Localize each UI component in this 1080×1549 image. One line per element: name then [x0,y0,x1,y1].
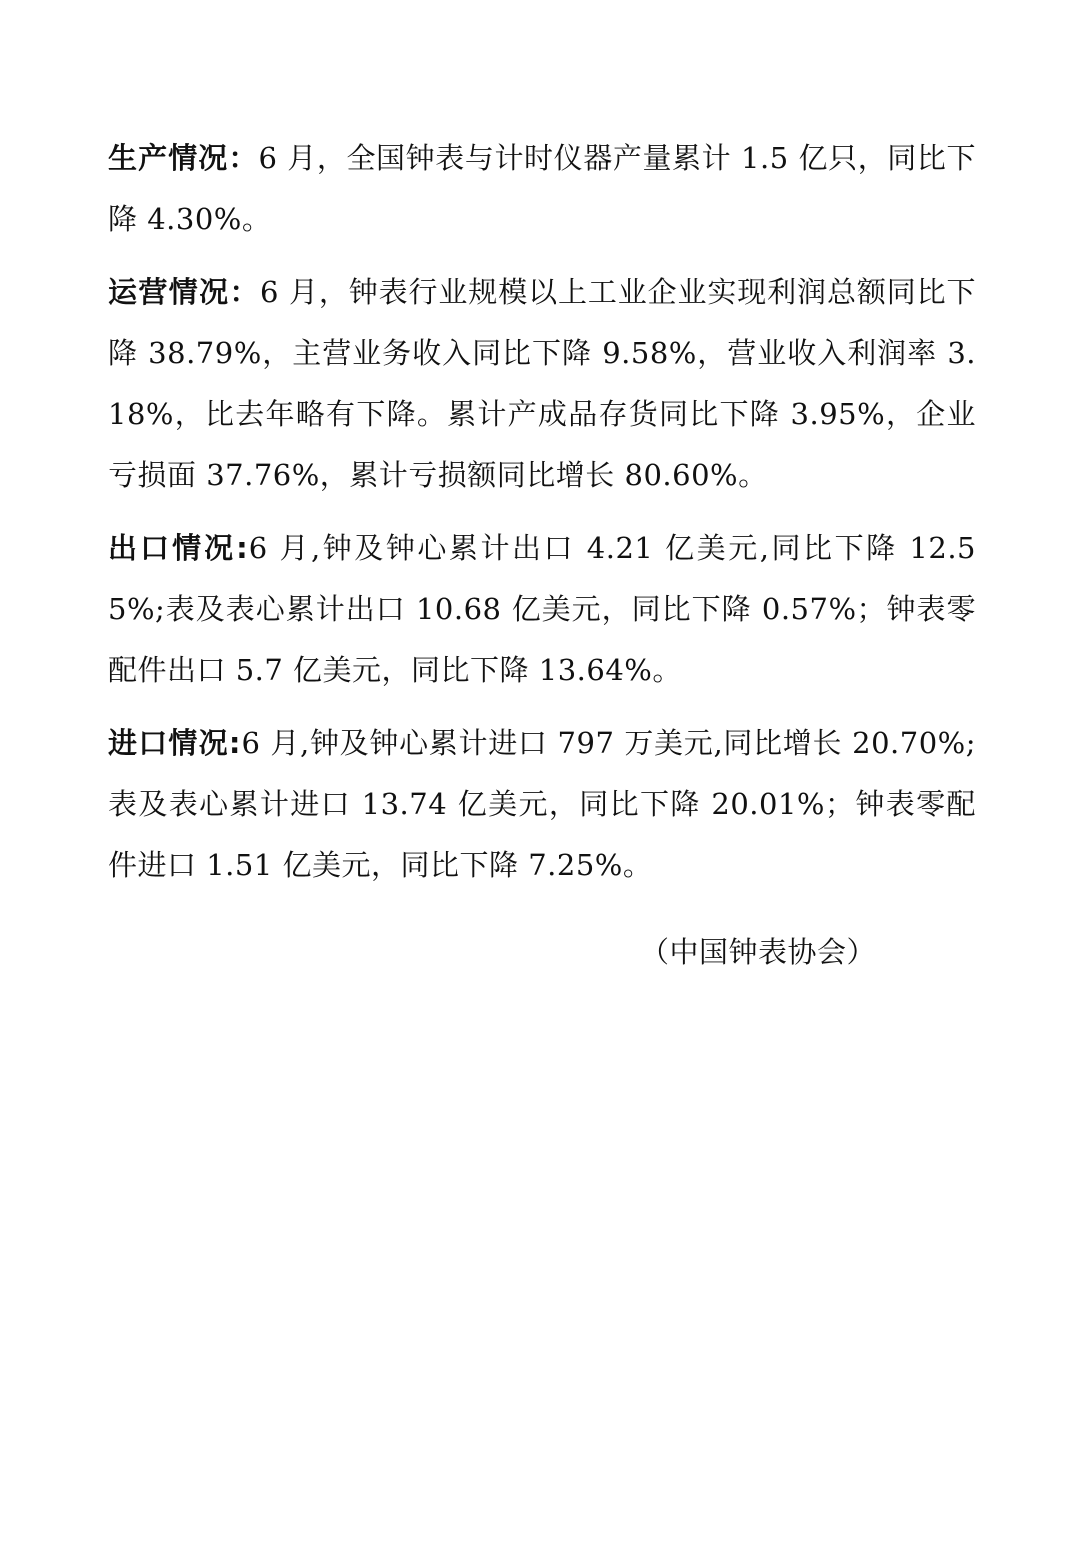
document-body [108,128,976,908]
section-text: 6 月，钟表行业规模以上工业企业实现利润总额同比下降 38.79%，主营业务收入同比下降 9.58%，营业收入利润率 3.18%，比去年略有下降。累计产成品存货同比下降 3.95%，企业亏损面 37.76%，累计亏损额同比增长 80.60%。 [108,275,976,492]
section-heading: 运营情况： [108,275,260,309]
source-attribution: （中国钟表协会） [640,935,877,969]
section-heading: 生产情况： [108,141,259,175]
section-text: 6 月,钟及钟心累计出口 4.21 亿美元,同比下降 12.55%;表及表心累计出口 10.68 亿美元，同比下降 0.57%；钟表零配件出口 5.7 亿美元，同比下降 13.64%。 [108,531,976,687]
section-heading: 出口情况: [108,531,249,565]
section-text: 6 月,钟及钟心累计进口 797 万美元,同比增长 20.70%;表及表心累计进口 13.74 亿美元，同比下降 20.01%；钟表零配件进口 1.51 亿美元，同比下降 7.25%。 [108,726,976,882]
section-export [108,518,976,701]
section-import [108,713,976,896]
section-heading: 进口情况: [108,726,242,760]
section-production [108,128,976,250]
section-text: 6 月，全国钟表与计时仪器产量累计 1.5 亿只，同比下降 4.30%。 [108,141,976,236]
section-operations [108,262,976,506]
